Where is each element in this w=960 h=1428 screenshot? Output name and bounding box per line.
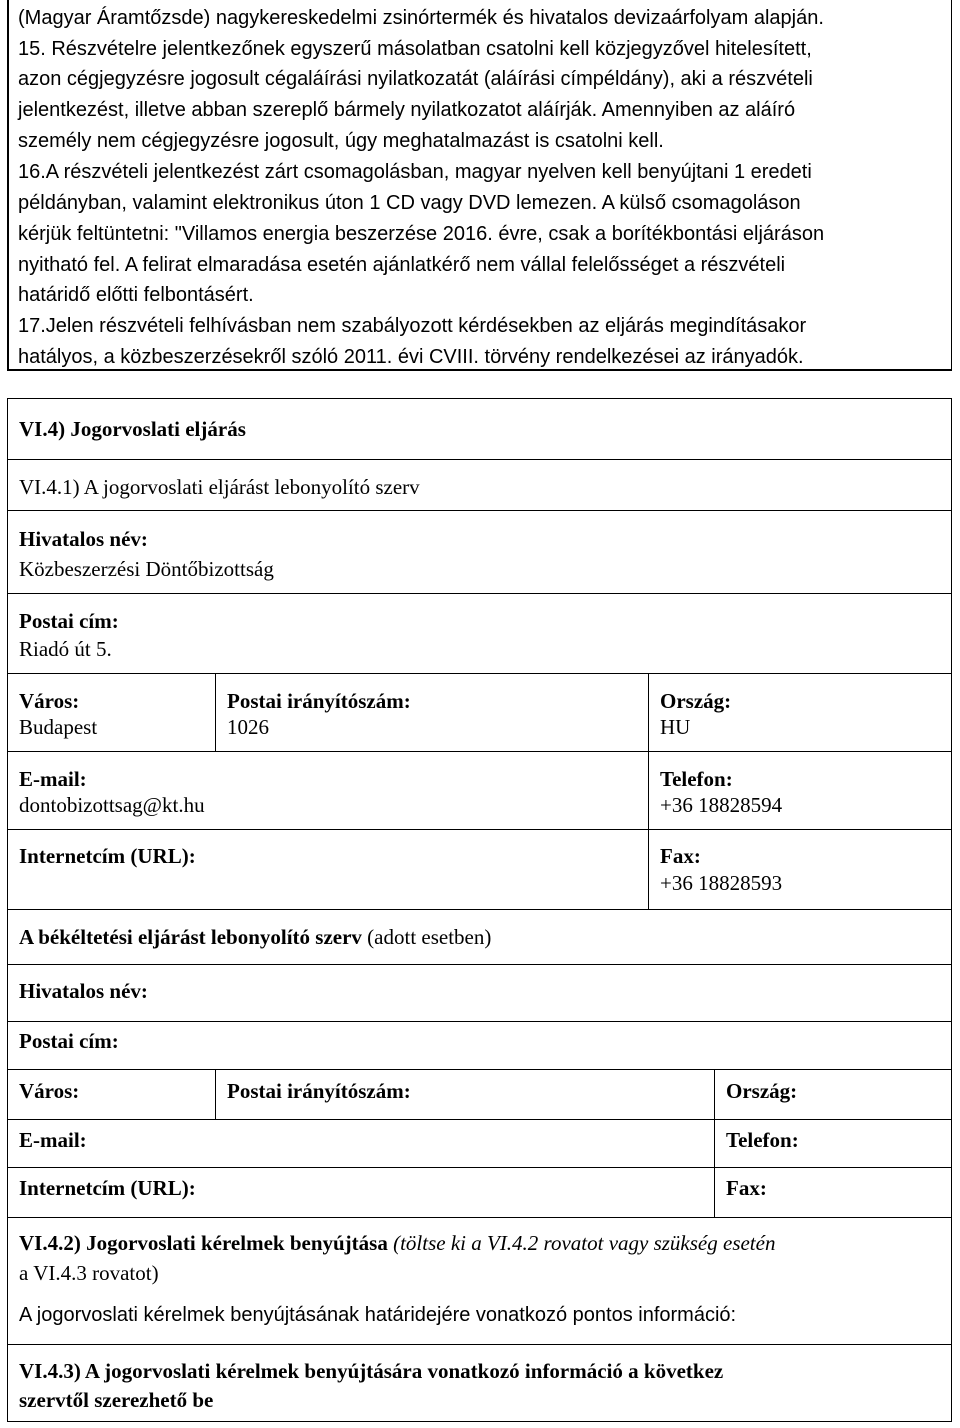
- paragraph-block: [7, 0, 952, 370]
- mediation-url-label: Internetcím (URL):: [19, 1176, 196, 1200]
- city-value: Budapest: [19, 715, 98, 739]
- info-source-title-line2: szervtől szerezhető be: [19, 1388, 214, 1412]
- submission-title-line2: a VI.4.3 rovatot): [19, 1261, 159, 1285]
- subsection-title: VI.4.1) A jogorvoslati eljárást lebonyolító szerv: [19, 475, 420, 499]
- mediation-postcode-label: Postai irányítószám:: [227, 1079, 411, 1103]
- mediation-name-label: Hivatalos név:: [19, 979, 148, 1003]
- mediation-address-label: Postai cím:: [19, 1029, 119, 1053]
- mediation-city-label: Város:: [19, 1079, 80, 1103]
- mediation-email-label: E-mail:: [19, 1128, 87, 1152]
- mediation-fax-label: Fax:: [726, 1176, 767, 1200]
- phone-label: Telefon:: [660, 767, 733, 791]
- official-name: Közbeszerzési Döntőbizottság: [19, 557, 274, 581]
- paragraph-line: kérjük feltüntetni: "Villamos energia beszerzése 2016. évre, csak a borítékbontási eljáráson: [18, 223, 825, 245]
- submission-title: VI.4.2) Jogorvoslati kérelmek benyújtása (töltse ki a VI.4.2 rovatot vagy szükség esetén: [19, 1231, 776, 1255]
- mediation-country-label: Ország:: [726, 1079, 798, 1103]
- url-label: Internetcím (URL):: [19, 844, 196, 868]
- phone-value: +36 18828594: [660, 793, 783, 817]
- postcode-label: Postai irányítószám:: [227, 689, 411, 713]
- email-label: E-mail:: [19, 767, 87, 791]
- fax-value: +36 18828593: [660, 871, 783, 895]
- address-label: Postai cím:: [19, 609, 119, 633]
- city-label: Város:: [19, 689, 80, 713]
- address-value: Riadó út 5.: [19, 637, 112, 661]
- email-value: dontobizottsag@kt.hu: [19, 793, 205, 817]
- section-title: VI.4) Jogorvoslati eljárás: [19, 417, 246, 441]
- paragraph-line: személy nem cégjegyzésre jogosult, úgy meghatalmazást is csatolni kell.: [18, 130, 664, 152]
- paragraph-line: 16.A részvételi jelentkezést zárt csomagolásban, magyar nyelven kell benyújtani 1 eredeti: [18, 161, 812, 183]
- country-label: Ország:: [660, 689, 732, 713]
- postcode-value: 1026: [227, 715, 269, 739]
- paragraph-line: 17.Jelen részvételi felhívásban nem szabályozott kérdésekben az eljárás megindításakor: [18, 315, 807, 337]
- paragraph-line: 15. Részvételre jelentkezőnek egyszerű másolatban csatolni kell közjegyzővel hitelesített,: [18, 38, 812, 60]
- mediation-phone-label: Telefon:: [726, 1128, 799, 1152]
- mediation-title: A békéltetési eljárást lebonyolító szerv (adott esetben): [19, 925, 492, 949]
- review-procedure-section: [7, 398, 952, 1422]
- country-value: HU: [660, 715, 691, 739]
- paragraph-line: (Magyar Áramtőzsde) nagykereskedelmi zsinórtermék és hivatalos devizaárfolyam alapján.: [18, 7, 824, 29]
- paragraph-line: határidő előtti felbontásért.: [18, 284, 254, 306]
- name-label: Hivatalos név:: [19, 527, 148, 551]
- info-source-title: VI.4.3) A jogorvoslati kérelmek benyújtására vonatkozó információ a következ: [19, 1359, 724, 1383]
- submission-info: A jogorvoslati kérelmek benyújtásának határidejére vonatkozó pontos információ:: [19, 1304, 737, 1326]
- paragraph-line: jelentkezést, illetve abban szereplő bármely nyilatkozatot aláírják. Amennyiben az aláíró: [18, 99, 796, 121]
- paragraph-line: nyitható fel. A felirat elmaradása esetén ajánlatkérő nem vállal felelősséget a részvételi: [18, 254, 786, 276]
- paragraph-line: példányban, valamint elektronikus úton 1 CD vagy DVD lemezen. A külső csomagoláson: [18, 192, 801, 214]
- paragraph-line: hatályos, a közbeszerzésekről szóló 2011. évi CVIII. törvény rendelkezései az irányadók.: [18, 346, 804, 368]
- fax-label: Fax:: [660, 844, 701, 868]
- paragraph-line: azon cégjegyzésre jogosult cégaláírási nyilatkozatát (aláírási címpéldány), aki a részvételi: [18, 68, 813, 90]
